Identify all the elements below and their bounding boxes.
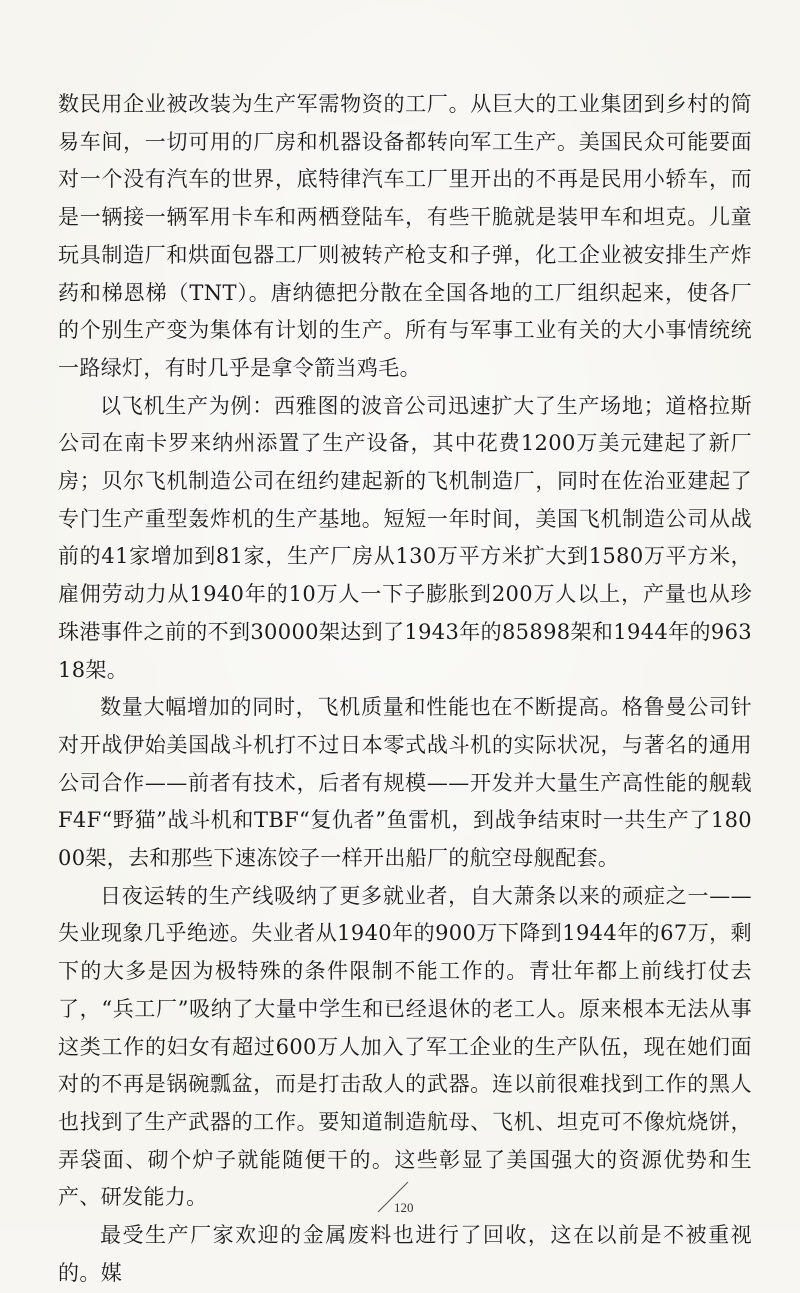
paragraph-2: 以飞机生产为例：西雅图的波音公司迅速扩大了生产场地；道格拉斯公司在南卡罗来纳州添置了生产设备，其中花费1200万美元建起了新厂房；贝尔飞机制造公司在纽约建起新的飞机制造厂，同时在佐治亚建起了专门生产重型轰炸机的生产基地。短短一年时间，美国飞机制造公司从战前的41家增加到81家，生产厂房从130万平方米扩大到1580万平方米，雇佣劳动力从1940年的10万人一下子膨胀到200万人以上，产量也从珍珠港事件之前的不到30000架达到了1943年的85898架和1944年的96318架。: [58, 393, 752, 682]
paragraph-1: 数民用企业被改装为生产军需物资的工厂。从巨大的工业集团到乡村的简易车间，一切可用的厂房和机器设备都转向军工生产。美国民众可能要面对一个没有汽车的世界，底特律汽车工厂里开出的不再是民用小轿车，而是一辆接一辆军用卡车和两栖登陆车，有些干脆就是装甲车和坦克。儿童玩具制造厂和烘面包器工厂则被转产枪支和子弹，化工企业被安排生产炸药和梯恩梯（TNT）。唐纳德把分散在全国各地的工厂组织起来，使各厂的个别生产变为集体有计划的生产。所有与军事工业有关的大小事情统统一路绿灯，有时几乎是拿令箭当鸡毛。: [58, 92, 752, 380]
paragraph-5: 最受生产厂家欢迎的金属废料也进行了回收，这在以前是不被重视的。媒: [58, 1223, 752, 1285]
paragraph-3: 数量大幅增加的同时，飞机质量和性能也在不断提高。格鲁曼公司针对开战伊始美国战斗机打不过日本零式战斗机的实际状况，与著名的通用公司合作——前者有技术，后者有规模——开发并大量生产高性能的舰载F4F“野猫”战斗机和TBF“复仇者”鱼雷机，到战争结束时一共生产了18000架，去和那些下速冻饺子一样开出船厂的航空母舰配套。: [58, 695, 752, 871]
page-number: 120: [394, 1200, 414, 1215]
paragraph-4: 日夜运转的生产线吸纳了更多就业者，自大萧条以来的顽症之一——失业现象几乎绝迹。失业者从1940年的900万下降到1944年的67万，剩下的大多是因为极特殊的条件限制不能工作的。青壮年都上前线打仗去了，“兵工厂”吸纳了大量中学生和已经退休的老工人。原来根本无法从事这类工作的妇女有超过600万人加入了军工企业的生产队伍，现在她们面对的不再是锅碗瓢盆，而是打击敌人的武器。连以前很难找到工作的黑人也找到了生产武器的工作。要知道制造航母、飞机、坦克可不像炕烧饼，弄袋面、砌个炉子就能随便干的。这些彰显了美国强大的资源优势和生产、研发能力。: [58, 883, 752, 1210]
page-footer: [370, 1178, 430, 1218]
body-text: [58, 86, 752, 1293]
